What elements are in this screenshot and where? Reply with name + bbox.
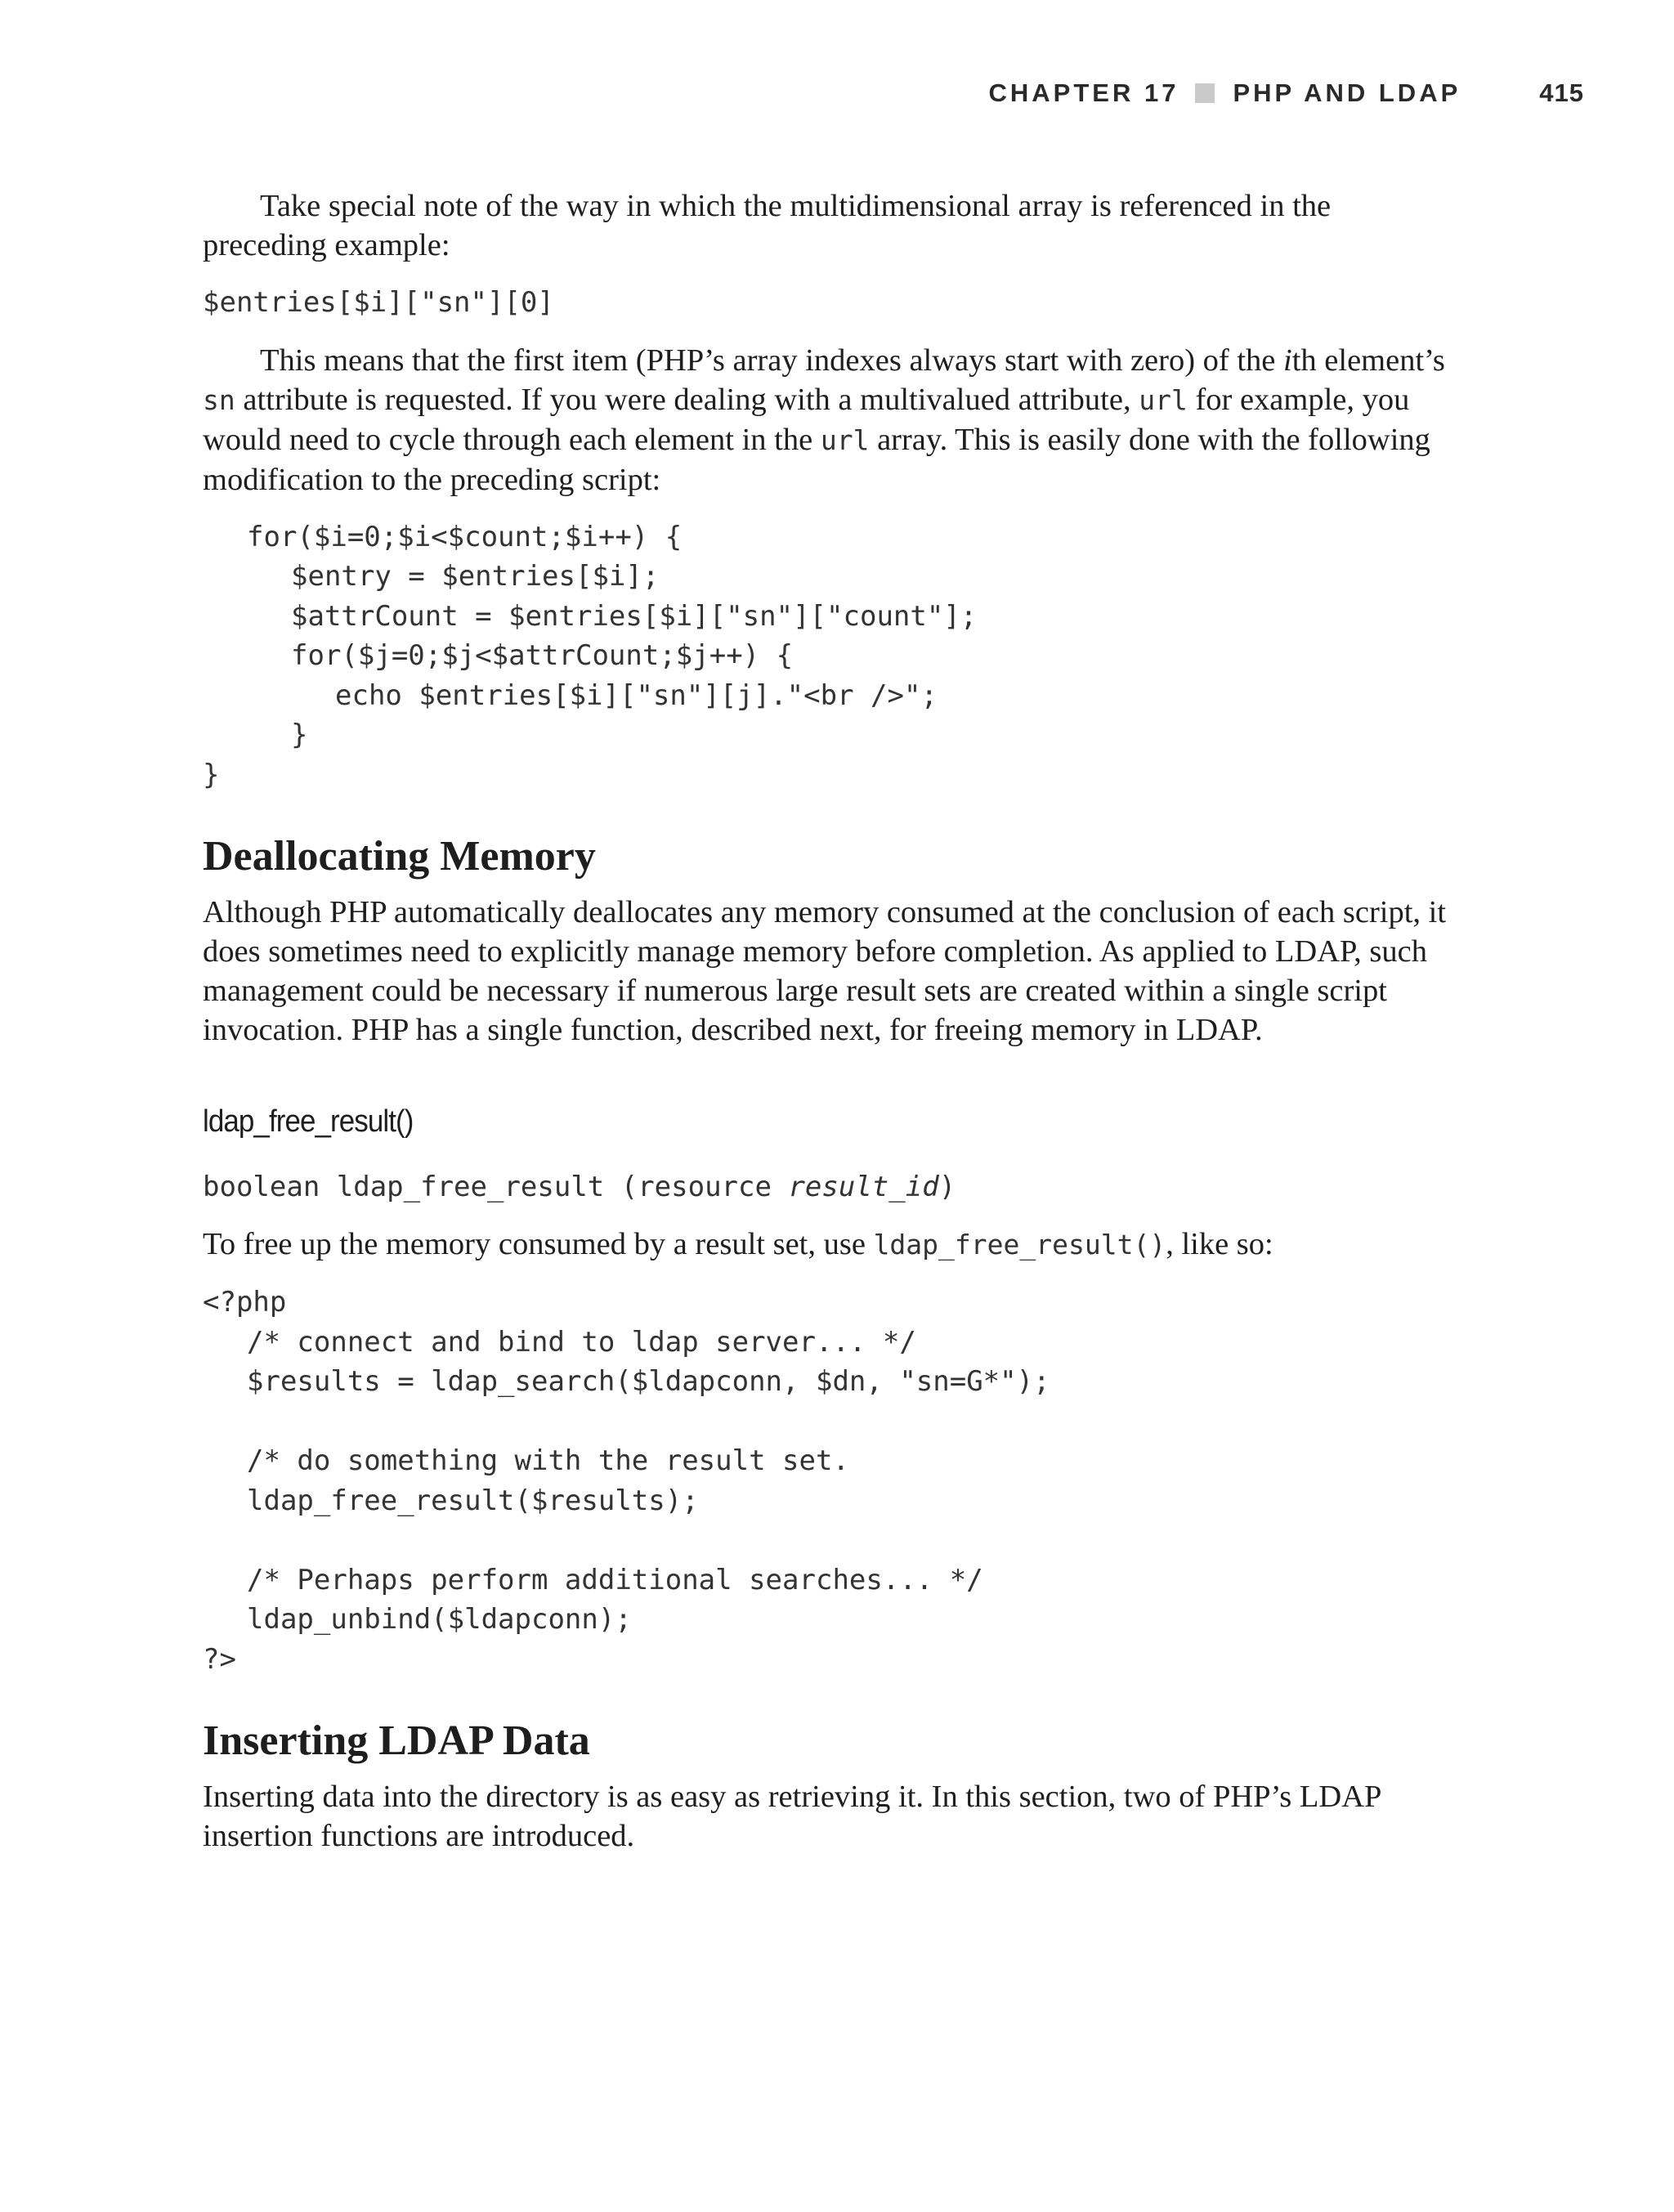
code-line: ?>: [203, 1642, 236, 1676]
chapter-label: CHAPTER 17: [988, 78, 1179, 107]
intro-paragraph: Take special note of the way in which the multidimensional array is referenced in the preceding example:: [203, 189, 1332, 262]
inserting-paragraph: Inserting data into the directory is as easy as retrieving it. In this section, two of PHP’s LDAP insertion functions are introduced.: [203, 1780, 1381, 1853]
code-line: $entry = $entries[$i];: [291, 560, 660, 593]
code-line: $results = ldap_search($ldapconn, $dn, "sn=G*");: [247, 1365, 1050, 1398]
code-line: /* Perhaps perform additional searches... */: [247, 1563, 983, 1596]
code-array-reference: $entries[$i]["sn"][0]: [203, 286, 554, 319]
section-heading-deallocating: Deallocating Memory: [203, 833, 596, 880]
inline-code-url: url: [1139, 383, 1188, 416]
explanation-paragraph: This means that the first item (PHP’s array indexes always start with zero) of the ith element’s sn attribute is requested. If you were dealing with a multivalued attribute, url for example, you would need to cycle through each element in the url array. This is easily done with the following modification to the preceding script:: [203, 343, 1445, 497]
code-line: <?php: [203, 1286, 287, 1319]
code-line: $attrCount = $entries[$i]["sn"]["count"];: [291, 599, 978, 633]
code-line: }: [203, 758, 220, 791]
page-body: [203, 186, 1461, 1856]
code-line: for($i=0;$i<$count;$i++) {: [247, 520, 683, 553]
chapter-title: PHP AND LDAP: [1233, 78, 1461, 107]
dealloc-paragraph: Although PHP automatically deallocates any memory consumed at the conclusion of each script, it does sometimes need to explicitly manage memory before completion. As applied to LDAP, such management could be necessary if numerous large result sets are created within a single script invocation. PHP has a single function, described next, for freeing memory in LDAP.: [203, 895, 1447, 1047]
code-line: /* do something with the result set.: [247, 1444, 849, 1477]
inline-code-sn: sn: [203, 383, 235, 416]
header-square-icon: [1195, 83, 1215, 103]
code-line-blank: [203, 1520, 1461, 1560]
code-line: ldap_free_result($results);: [247, 1484, 699, 1517]
code-block-loop: [203, 517, 1461, 795]
function-signature: boolean ldap_free_result (resource result_id): [203, 1171, 956, 1203]
code-line: /* connect and bind to ldap server... */: [247, 1325, 916, 1359]
running-header: [989, 78, 1584, 108]
code-line: ldap_unbind($ldapconn);: [247, 1603, 632, 1636]
inline-code-function: ldap_free_result(): [873, 1229, 1166, 1260]
code-line: for($j=0;$j<$attrCount;$j++) {: [291, 639, 794, 672]
function-heading: ldap_free_result(): [203, 1104, 414, 1139]
code-line: echo $entries[$i]["sn"][j]."<br />";: [335, 678, 938, 712]
inline-code-url: url: [820, 423, 870, 456]
code-line: }: [291, 719, 308, 751]
usage-paragraph: To free up the memory consumed by a result set, use ldap_free_result(), like so:: [203, 1227, 1273, 1261]
code-block-example: [203, 1283, 1461, 1679]
code-line-blank: [203, 1402, 1461, 1442]
section-heading-inserting: Inserting LDAP Data: [203, 1717, 590, 1764]
page-number: 415: [1539, 78, 1584, 107]
